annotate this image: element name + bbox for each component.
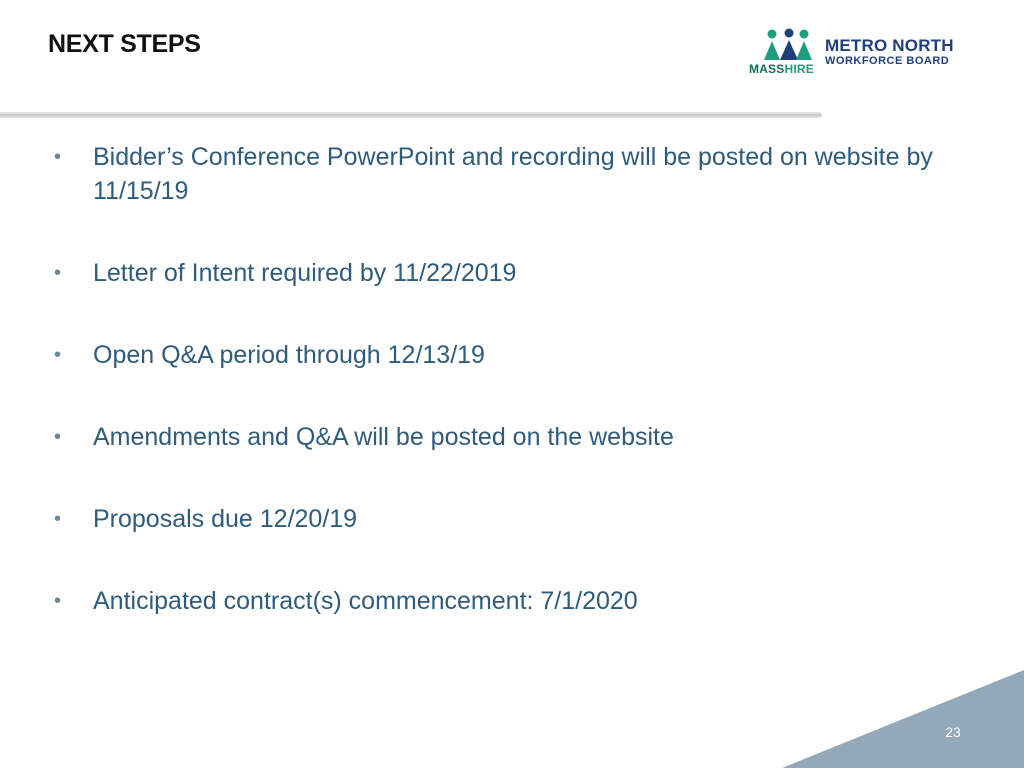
slide-title: NEXT STEPS <box>48 30 201 58</box>
logo-subbrand: MASSHIRE <box>749 62 814 76</box>
masshire-logo <box>746 28 968 80</box>
people-icon <box>760 28 820 62</box>
bullet-list <box>54 140 934 618</box>
bullet-item: • Letter of Intent required by 11/22/2019 <box>54 256 934 290</box>
logo-name-line2: WORKFORCE BOARD <box>825 55 950 67</box>
bullet-dot-icon: • <box>54 508 62 530</box>
bullet-dot-icon: • <box>54 344 62 366</box>
bullet-item: • Amendments and Q&A will be posted on the website <box>54 420 934 454</box>
bullet-dot-icon: • <box>54 590 62 612</box>
bullet-dot-icon: • <box>54 426 62 448</box>
header-divider <box>0 112 822 118</box>
bullet-item: • Open Q&A period through 12/13/19 <box>54 338 934 372</box>
page-number: 23 <box>945 724 961 740</box>
logo-name-line1: METRO NORTH <box>825 36 954 55</box>
bullet-item: • Proposals due 12/20/19 <box>54 502 934 536</box>
bullet-item: • Bidder’s Conference PowerPoint and recording will be posted on website by 11/15/19 <box>54 140 934 208</box>
bullet-dot-icon: • <box>54 262 62 284</box>
bullet-item: • Anticipated contract(s) commencement: 7/1/2020 <box>54 584 934 618</box>
corner-decoration <box>782 670 1024 768</box>
bullet-dot-icon: • <box>54 146 62 168</box>
